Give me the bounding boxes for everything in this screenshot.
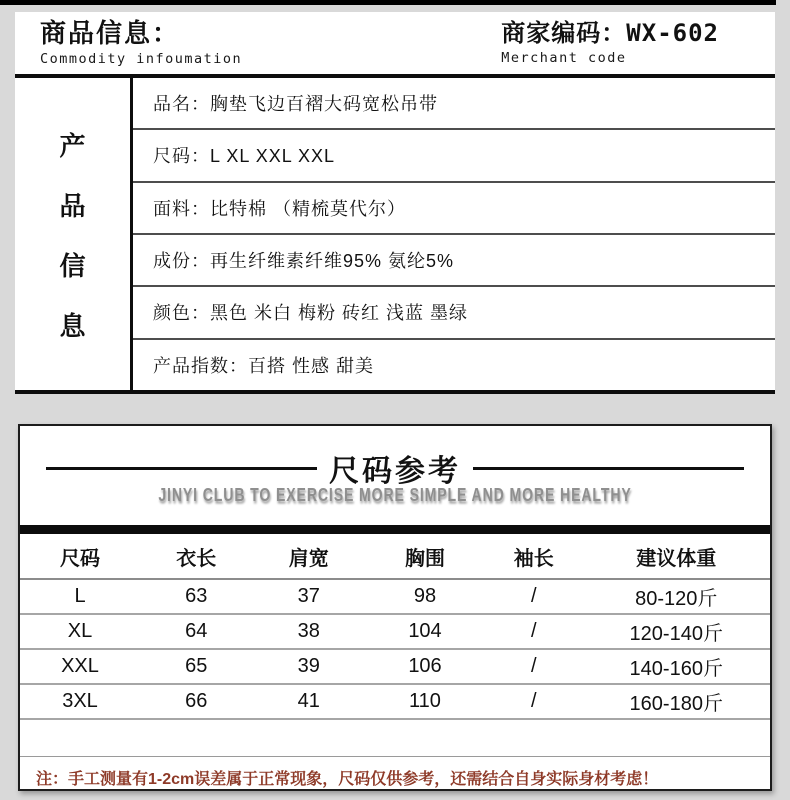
measurement-note: 注：手工测量有1-2cm误差属于正常现象，尺码仅供参考，还需结合自身实际身材考虑！ <box>20 756 770 789</box>
size-header-weight: 建议体重 <box>636 547 717 570</box>
size-cell: / <box>530 585 537 607</box>
size-cell: / <box>530 690 537 712</box>
size-cell: 37 <box>297 585 320 607</box>
product-info-table <box>15 78 775 394</box>
title-rule-left <box>46 467 317 470</box>
product-row-fabric: 面料：比特棉 （精梳莫代尔） <box>133 181 775 233</box>
merchant-code-value: WX-602 <box>626 19 719 48</box>
size-table-row-xl <box>20 615 770 650</box>
size-cell: 80-120斤 <box>635 588 718 610</box>
product-info-rows <box>133 78 775 390</box>
product-row-style-index: 产品指数：百搭 性感 甜美 <box>133 338 775 390</box>
size-cell: 160-180斤 <box>629 693 723 715</box>
merchant-code-line <box>501 20 719 48</box>
section-divider-bar <box>20 525 770 534</box>
size-cell: 3XL <box>62 690 98 712</box>
top-accent-bar <box>0 0 776 5</box>
size-cell: 106 <box>408 655 442 677</box>
size-reference-box <box>18 424 772 791</box>
size-cell: 38 <box>297 620 320 642</box>
size-cell: 41 <box>297 690 320 712</box>
size-header-bust: 胸围 <box>405 547 445 570</box>
size-cell: 98 <box>413 585 437 607</box>
size-table-header-row <box>20 534 770 580</box>
merchant-code-heading <box>501 20 719 66</box>
size-table-row-l <box>20 580 770 615</box>
brand-tagline: JINYI CLUB TO EXERCISE MORE SIMPLE AND MORE HEALTHY <box>158 485 632 506</box>
size-cell: / <box>530 655 537 677</box>
size-cell: 65 <box>185 655 208 677</box>
size-header-size: 尺码 <box>60 547 100 570</box>
page-header <box>15 12 775 78</box>
size-cell: XXL <box>61 655 99 677</box>
product-row-name: 品名：胸垫飞边百褶大码宽松吊带 <box>153 94 438 115</box>
size-cell: L <box>74 585 86 607</box>
size-cell: XL <box>67 620 93 642</box>
side-label-char: 品 <box>59 190 86 221</box>
size-cell: 140-160斤 <box>629 658 723 680</box>
size-cell: 39 <box>297 655 320 677</box>
size-cell: 104 <box>408 620 442 642</box>
merchant-code-subtitle: Merchant code <box>501 49 627 66</box>
title-rule-right <box>473 467 744 470</box>
product-row-composition: 成份：再生纤维素纤维95% 氨纶5% <box>133 233 775 285</box>
size-header-sleeve: 袖长 <box>513 547 554 570</box>
size-reference-title: 尺码参考 <box>329 454 461 489</box>
product-row-colors: 颜色：黑色 米白 梅粉 砖红 浅蓝 墨绿 <box>133 285 775 337</box>
merchant-code-label: 商家编码： <box>501 20 627 48</box>
size-cell: / <box>530 620 537 642</box>
product-info-side-label <box>15 78 133 390</box>
size-header-length: 衣长 <box>176 547 217 570</box>
commodity-info-heading <box>40 19 242 67</box>
size-table-row-xxl <box>20 650 770 685</box>
content-panel <box>15 12 775 394</box>
size-table-row-3xl <box>20 685 770 720</box>
size-cell: 110 <box>409 690 441 712</box>
product-row-sizes: 尺码：L XL XXL XXL <box>133 128 775 180</box>
size-header-shoulder: 肩宽 <box>288 547 329 570</box>
note-spacer <box>20 720 770 756</box>
side-label-char: 信 <box>59 250 86 281</box>
commodity-info-subtitle: Commodity infoumation <box>40 50 243 67</box>
size-cell: 120-140斤 <box>629 623 723 645</box>
commodity-info-title: 商品信息： <box>40 18 181 49</box>
size-cell: 66 <box>185 690 208 712</box>
side-label-char: 产 <box>59 130 86 161</box>
size-cell: 64 <box>185 620 208 642</box>
size-table <box>20 534 770 720</box>
size-cell: 63 <box>185 585 208 607</box>
side-label-char: 息 <box>59 310 86 341</box>
size-reference-title-row <box>20 450 770 489</box>
